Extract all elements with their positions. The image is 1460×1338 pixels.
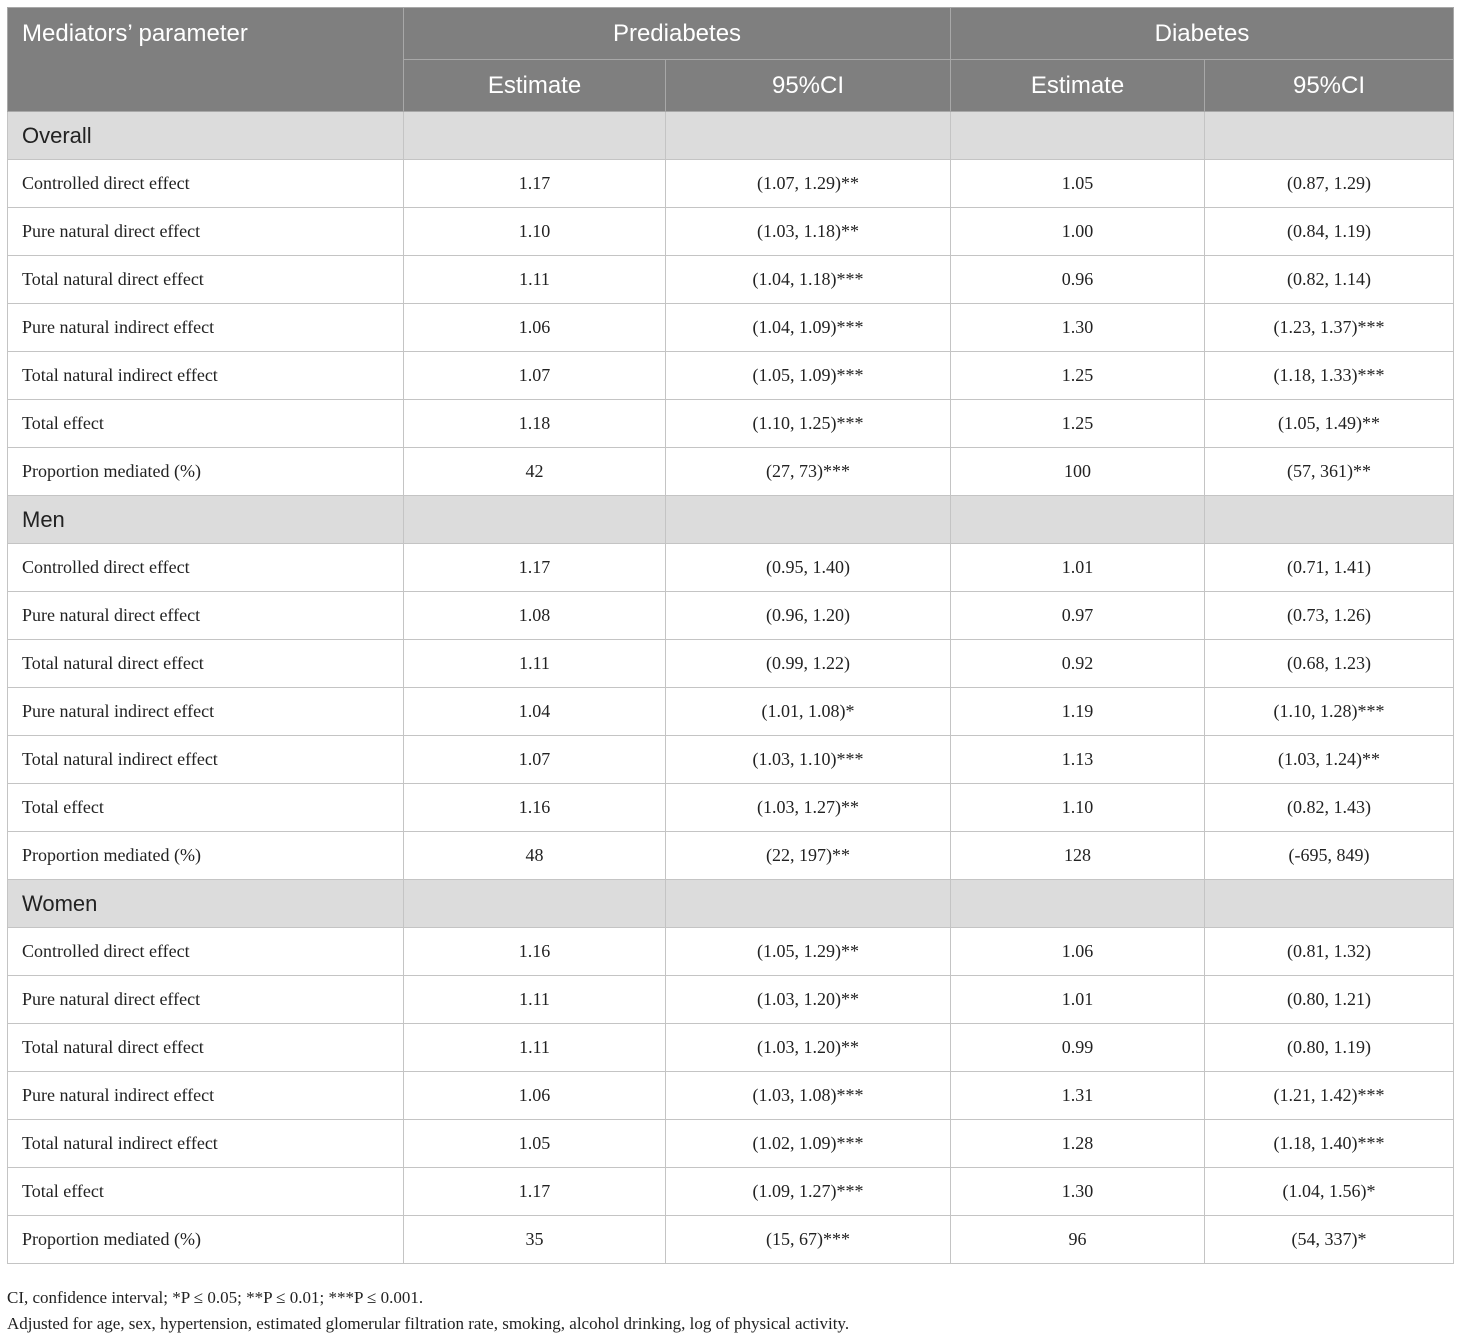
table-row [8, 544, 1454, 592]
prediabetes-estimate: 1.18 [404, 400, 666, 448]
header-parameter: Mediators’ parameter [8, 8, 404, 112]
diabetes-ci: (0.82, 1.14) [1205, 256, 1454, 304]
diabetes-estimate: 1.06 [951, 928, 1205, 976]
table-row [8, 400, 1454, 448]
prediabetes-estimate: 1.11 [404, 976, 666, 1024]
prediabetes-estimate: 35 [404, 1216, 666, 1264]
table-row [8, 688, 1454, 736]
row-label: Controlled direct effect [8, 160, 404, 208]
diabetes-estimate: 1.19 [951, 688, 1205, 736]
prediabetes-estimate: 1.07 [404, 736, 666, 784]
diabetes-estimate: 0.96 [951, 256, 1205, 304]
header-diabetes-ci: 95%CI [1205, 60, 1454, 112]
prediabetes-ci: (1.02, 1.09)*** [666, 1120, 951, 1168]
table-header [8, 8, 1454, 112]
section-empty-cell [951, 880, 1205, 928]
section-empty-cell [666, 496, 951, 544]
diabetes-estimate: 1.00 [951, 208, 1205, 256]
section-empty-cell [404, 112, 666, 160]
diabetes-ci: (0.80, 1.19) [1205, 1024, 1454, 1072]
row-label: Total natural indirect effect [8, 352, 404, 400]
table-row [8, 784, 1454, 832]
table-row [8, 832, 1454, 880]
table-row [8, 208, 1454, 256]
row-label: Total effect [8, 1168, 404, 1216]
prediabetes-estimate: 1.06 [404, 1072, 666, 1120]
prediabetes-ci: (1.01, 1.08)* [666, 688, 951, 736]
prediabetes-estimate: 1.06 [404, 304, 666, 352]
row-label: Total natural direct effect [8, 1024, 404, 1072]
prediabetes-ci: (1.05, 1.09)*** [666, 352, 951, 400]
diabetes-ci: (1.04, 1.56)* [1205, 1168, 1454, 1216]
row-label: Pure natural direct effect [8, 208, 404, 256]
prediabetes-ci: (1.03, 1.20)** [666, 1024, 951, 1072]
prediabetes-estimate: 1.07 [404, 352, 666, 400]
diabetes-ci: (-695, 849) [1205, 832, 1454, 880]
diabetes-estimate: 100 [951, 448, 1205, 496]
prediabetes-ci: (0.99, 1.22) [666, 640, 951, 688]
prediabetes-estimate: 1.11 [404, 1024, 666, 1072]
table-row [8, 160, 1454, 208]
header-prediabetes-ci: 95%CI [666, 60, 951, 112]
diabetes-ci: (0.82, 1.43) [1205, 784, 1454, 832]
prediabetes-ci: (1.05, 1.29)** [666, 928, 951, 976]
diabetes-ci: (0.68, 1.23) [1205, 640, 1454, 688]
diabetes-estimate: 1.25 [951, 400, 1205, 448]
diabetes-estimate: 1.01 [951, 976, 1205, 1024]
table-row [8, 1120, 1454, 1168]
footnote-abbreviations: CI, confidence interval; *P ≤ 0.05; **P ≤ 0.01; ***P ≤ 0.001. [7, 1288, 424, 1307]
prediabetes-estimate: 1.17 [404, 544, 666, 592]
section-empty-cell [404, 880, 666, 928]
section-header-row [8, 880, 1454, 928]
diabetes-estimate: 1.13 [951, 736, 1205, 784]
diabetes-ci: (1.10, 1.28)*** [1205, 688, 1454, 736]
diabetes-estimate: 1.01 [951, 544, 1205, 592]
section-empty-cell [1205, 880, 1454, 928]
prediabetes-estimate: 1.17 [404, 1168, 666, 1216]
diabetes-estimate: 0.97 [951, 592, 1205, 640]
row-label: Proportion mediated (%) [8, 832, 404, 880]
diabetes-estimate: 0.99 [951, 1024, 1205, 1072]
diabetes-ci: (1.18, 1.33)*** [1205, 352, 1454, 400]
row-label: Total natural direct effect [8, 640, 404, 688]
section-header-row [8, 112, 1454, 160]
diabetes-estimate: 1.28 [951, 1120, 1205, 1168]
diabetes-estimate: 1.30 [951, 1168, 1205, 1216]
prediabetes-estimate: 1.11 [404, 256, 666, 304]
diabetes-estimate: 0.92 [951, 640, 1205, 688]
table-row [8, 1168, 1454, 1216]
prediabetes-estimate: 1.04 [404, 688, 666, 736]
prediabetes-estimate: 1.10 [404, 208, 666, 256]
row-label: Total natural indirect effect [8, 1120, 404, 1168]
diabetes-ci: (1.21, 1.42)*** [1205, 1072, 1454, 1120]
table-row [8, 352, 1454, 400]
diabetes-ci: (0.84, 1.19) [1205, 208, 1454, 256]
diabetes-estimate: 1.31 [951, 1072, 1205, 1120]
prediabetes-ci: (1.04, 1.09)*** [666, 304, 951, 352]
diabetes-estimate: 128 [951, 832, 1205, 880]
diabetes-estimate: 1.30 [951, 304, 1205, 352]
section-empty-cell [951, 112, 1205, 160]
prediabetes-estimate: 1.16 [404, 784, 666, 832]
prediabetes-estimate: 1.17 [404, 160, 666, 208]
table-row [8, 592, 1454, 640]
header-prediabetes: Prediabetes [404, 8, 951, 60]
section-header-row [8, 496, 1454, 544]
section-empty-cell [1205, 112, 1454, 160]
prediabetes-estimate: 1.11 [404, 640, 666, 688]
prediabetes-ci: (1.03, 1.18)** [666, 208, 951, 256]
table-row [8, 976, 1454, 1024]
prediabetes-ci: (1.09, 1.27)*** [666, 1168, 951, 1216]
table-row [8, 640, 1454, 688]
row-label: Pure natural direct effect [8, 592, 404, 640]
diabetes-ci: (1.18, 1.40)*** [1205, 1120, 1454, 1168]
row-label: Total effect [8, 400, 404, 448]
row-label: Total effect [8, 784, 404, 832]
diabetes-ci: (1.23, 1.37)*** [1205, 304, 1454, 352]
diabetes-estimate: 96 [951, 1216, 1205, 1264]
prediabetes-estimate: 48 [404, 832, 666, 880]
prediabetes-ci: (0.96, 1.20) [666, 592, 951, 640]
table-row [8, 1024, 1454, 1072]
diabetes-ci: (1.05, 1.49)** [1205, 400, 1454, 448]
prediabetes-ci: (1.03, 1.27)** [666, 784, 951, 832]
row-label: Pure natural direct effect [8, 976, 404, 1024]
prediabetes-ci: (1.03, 1.10)*** [666, 736, 951, 784]
row-label: Pure natural indirect effect [8, 1072, 404, 1120]
row-label: Controlled direct effect [8, 544, 404, 592]
prediabetes-ci: (1.03, 1.20)** [666, 976, 951, 1024]
diabetes-ci: (0.80, 1.21) [1205, 976, 1454, 1024]
diabetes-ci: (0.71, 1.41) [1205, 544, 1454, 592]
prediabetes-ci: (27, 73)*** [666, 448, 951, 496]
diabetes-ci: (1.03, 1.24)** [1205, 736, 1454, 784]
section-empty-cell [404, 496, 666, 544]
header-diabetes-estimate: Estimate [951, 60, 1205, 112]
diabetes-ci: (0.73, 1.26) [1205, 592, 1454, 640]
prediabetes-ci: (1.03, 1.08)*** [666, 1072, 951, 1120]
table-row [8, 736, 1454, 784]
prediabetes-ci: (1.04, 1.18)*** [666, 256, 951, 304]
prediabetes-ci: (0.95, 1.40) [666, 544, 951, 592]
section-empty-cell [666, 880, 951, 928]
diabetes-ci: (54, 337)* [1205, 1216, 1454, 1264]
prediabetes-estimate: 1.05 [404, 1120, 666, 1168]
mediation-table [7, 7, 1454, 1264]
section-title: Men [8, 496, 404, 544]
row-label: Proportion mediated (%) [8, 448, 404, 496]
row-label: Pure natural indirect effect [8, 304, 404, 352]
prediabetes-ci: (15, 67)*** [666, 1216, 951, 1264]
prediabetes-estimate: 1.08 [404, 592, 666, 640]
prediabetes-ci: (22, 197)** [666, 832, 951, 880]
row-label: Pure natural indirect effect [8, 688, 404, 736]
header-prediabetes-estimate: Estimate [404, 60, 666, 112]
section-empty-cell [951, 496, 1205, 544]
header-diabetes: Diabetes [951, 8, 1454, 60]
row-label: Proportion mediated (%) [8, 1216, 404, 1264]
prediabetes-ci: (1.10, 1.25)*** [666, 400, 951, 448]
section-empty-cell [666, 112, 951, 160]
section-title: Overall [8, 112, 404, 160]
diabetes-ci: (0.87, 1.29) [1205, 160, 1454, 208]
table-row [8, 304, 1454, 352]
table-row [8, 1216, 1454, 1264]
prediabetes-estimate: 42 [404, 448, 666, 496]
prediabetes-estimate: 1.16 [404, 928, 666, 976]
table-row [8, 256, 1454, 304]
table-row [8, 1072, 1454, 1120]
diabetes-estimate: 1.10 [951, 784, 1205, 832]
diabetes-ci: (0.81, 1.32) [1205, 928, 1454, 976]
prediabetes-ci: (1.07, 1.29)** [666, 160, 951, 208]
table-body [8, 112, 1454, 1264]
section-empty-cell [1205, 496, 1454, 544]
table-row [8, 448, 1454, 496]
section-title: Women [8, 880, 404, 928]
diabetes-estimate: 1.25 [951, 352, 1205, 400]
diabetes-estimate: 1.05 [951, 160, 1205, 208]
table-row [8, 928, 1454, 976]
footnotes [7, 1285, 849, 1337]
diabetes-ci: (57, 361)** [1205, 448, 1454, 496]
row-label: Total natural indirect effect [8, 736, 404, 784]
row-label: Controlled direct effect [8, 928, 404, 976]
row-label: Total natural direct effect [8, 256, 404, 304]
footnote-adjustment: Adjusted for age, sex, hypertension, estimated glomerular filtration rate, smoking, alcohol drinking, log of physical activity. [7, 1314, 850, 1333]
